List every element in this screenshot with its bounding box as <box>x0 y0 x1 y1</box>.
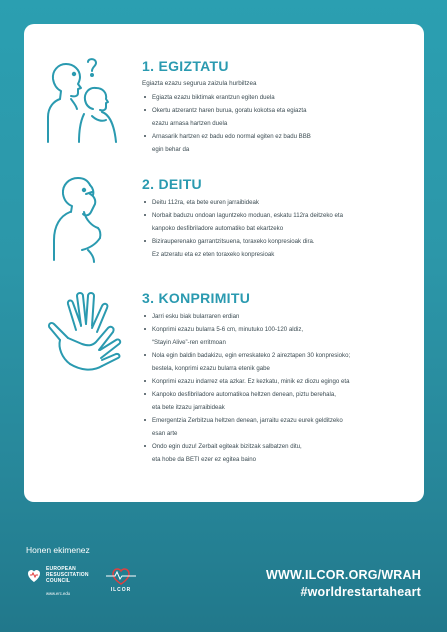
list-item: Jarri esku biak bularraren erdian <box>142 310 414 323</box>
step-1-title: 1. EGIZTATU <box>142 58 229 74</box>
list-item: Emergentzia Zerbitzua heltzen denean, jarraitu ezazu eurek gelditzeko <box>142 414 414 427</box>
list-item: Arnasarik hartzen ez badu edo normal egiten ez badu BBB <box>142 130 414 143</box>
list-item: Kanpoko desfibriladore automatikoa heltzen denean, piztu berehala, <box>142 388 414 401</box>
erc-logo <box>26 566 106 598</box>
erc-url: www.erc.edu <box>46 591 70 596</box>
list-item-continuation: kanpoko desfibriladore automatiko bat ekartzeko <box>152 225 284 232</box>
list-item: Ondo egin duzu! Zerbait egiteak bizitzak salbatzen ditu, <box>142 440 414 453</box>
ilcor-wordmark: ILCOR <box>110 587 132 593</box>
step-3-title: 3. KONPRIMITU <box>142 290 251 306</box>
list-item: Konprimi ezazu bularra 5-6 cm, minutuko 100-120 aldiz, <box>142 323 414 336</box>
list-item-continuation: esan arte <box>152 430 178 437</box>
list-item-continuation: egin behar da <box>152 146 190 153</box>
step-3-list <box>142 310 414 466</box>
step-1-list <box>142 91 414 156</box>
step-1-intro: Egiaztа ezazu segurua zaizula hurbiltzea <box>142 80 257 87</box>
list-item-continuation: Ez atzeratu eta ez eten toraxeko konpresioak <box>152 251 275 258</box>
check-person-icon <box>44 54 126 146</box>
list-item-continuation: eta hobe da BETI ezer ez egitea baino <box>152 456 257 463</box>
erc-heart-icon <box>26 568 42 584</box>
campaign-links <box>266 567 421 601</box>
list-item: Konprimi ezazu indarrez eta azkar. Ez kezkatu, minik ez diozu egingo eta <box>142 375 414 388</box>
campaign-url[interactable]: WWW.ILCOR.ORG/WRAH <box>266 568 421 582</box>
list-item: Nola egin baldin badakizu, egin erreskateko 2 aireztapen 30 konpresioko; <box>142 349 414 362</box>
instruction-card <box>24 24 424 502</box>
list-item: Okertu atzerantz haren burua, goratu kokotsa eta egiazta <box>142 104 414 117</box>
ilcor-heart-icon <box>104 566 138 586</box>
initiative-label: Honen ekimenez <box>26 545 90 555</box>
list-item: Deitu 112ra, eta bete euren jarraibideak <box>142 196 414 209</box>
list-item-continuation: “Stayin Alive”-ren erritmoan <box>152 339 226 346</box>
list-item: Egiazta ezazu biktimak erantzun egiten duela <box>142 91 414 104</box>
list-item-continuation: eta bete itzazu jarraibideak <box>152 404 225 411</box>
ilcor-logo <box>104 566 138 596</box>
step-2-title: 2. DEITU <box>142 176 202 192</box>
phone-call-icon <box>44 172 126 264</box>
step-2-list <box>142 196 414 261</box>
erc-line: EUROPEAN <box>46 566 76 572</box>
list-item: Bizirauperenako garrantzitsuena, toraxeko konpresioak dira. <box>142 235 414 248</box>
list-item-continuation: bestela, konprimi ezazu bularra etenik gabe <box>152 365 270 372</box>
list-item: Norbait baduzu ondoan laguntzeko moduan, eskatu 112ra deitzeko eta <box>142 209 414 222</box>
erc-line: RESUSCITATION <box>46 572 89 579</box>
hands-compression-icon <box>44 286 128 378</box>
list-item-continuation: ezazu arnasa hartzen duela <box>152 120 228 127</box>
campaign-hashtag: #worldrestartaheart <box>300 585 421 599</box>
erc-line: COUNCIL <box>46 578 71 585</box>
